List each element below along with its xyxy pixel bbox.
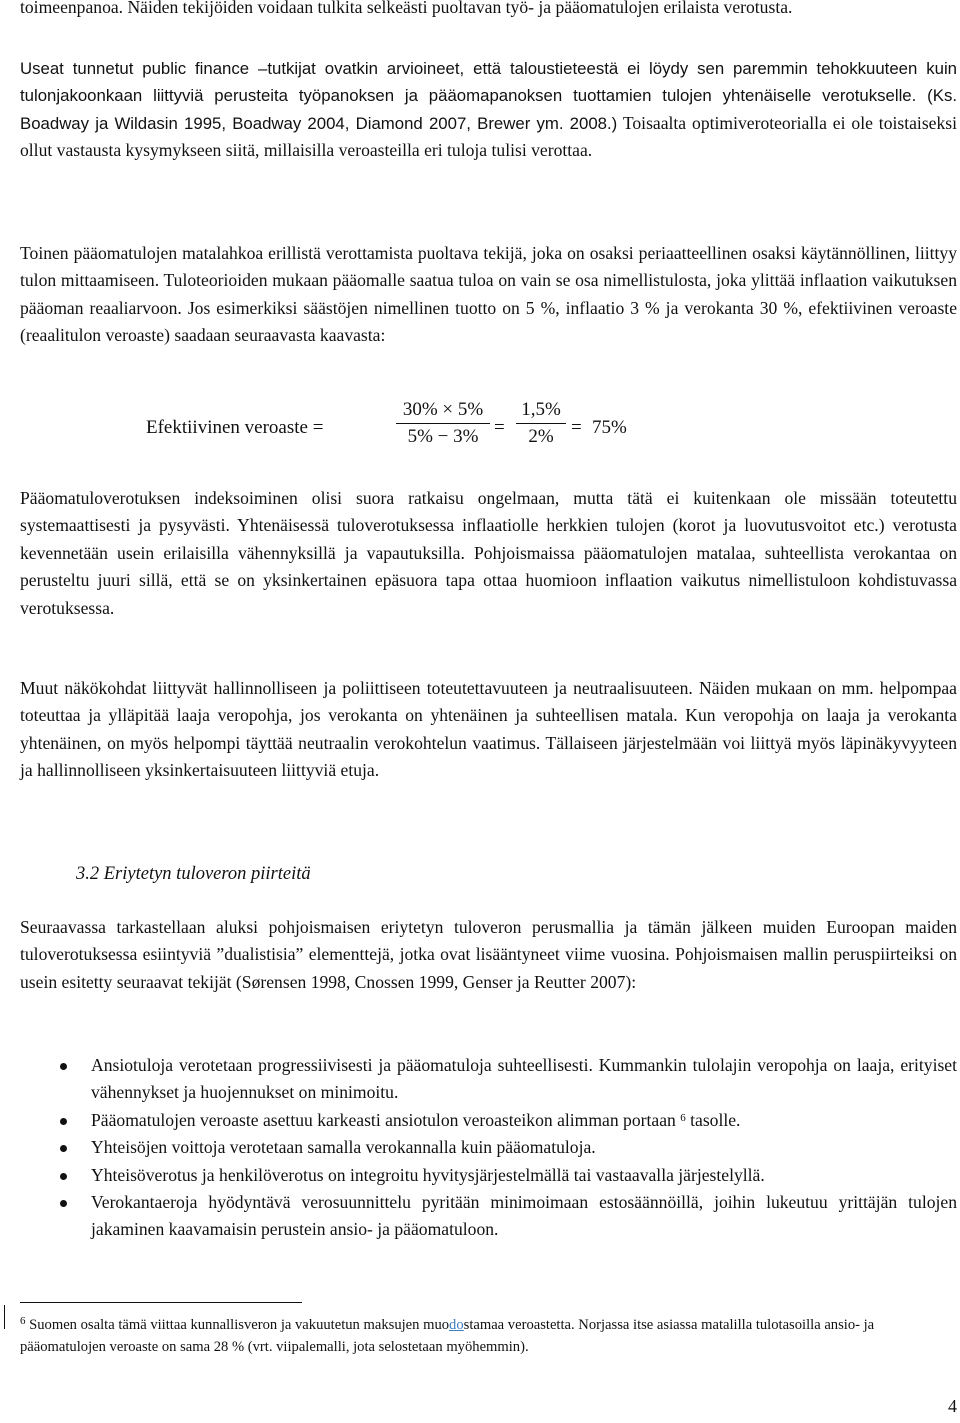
paragraph-other-aspects: Muut näkökohdat liittyvät hallinnolliseen ja poliittiseen toteutettavuuteen ja neutraalisuuteen. Näiden mukaan on mm. helpompaa toteuttaa ja ylläpitää laaja veropohja, jos verokanta on yhtenäinen ja suhteellisen matala. Kun veropohja on laaja ja verokanta yhtenäinen, on myös helpompi täyttää neutraalin verokohtelun vaatimus. Tällaiseen järjestelmään voi liittyä myös läpinäkyvyyteen ja hallinnolliseen yksinkertaisuuteen liittyviä etuja. [20,678,957,781]
list-item-text: Ansiotuloja verotetaan progressiivisesti ja pääomatuloja suhteellisesti. Kummankin tulolajin veropohja on laaja, erityiset vähennykset ja huojennukset on minimoitu. [91,1055,957,1103]
formula-fraction-1-bar [396,423,490,424]
footnote-number: 6 [20,1315,26,1328]
bullet-icon [60,1173,67,1180]
list-item [20,1107,957,1134]
paragraph-intro: toimeenpanoa. Näiden tekijöiden voidaan tulkita selkeästi puoltavan työ- ja pääomatulojen erilaista verotusta. [20,0,793,17]
footnote-text-b: stamaa veroastetta. Norjassa itse asiassa matalilla tulotasoilla ansio- ja pääomatulojen veroaste on sama 28 % (vrt. viipalemalli, jota selostetaan myöhemmin). [20,1317,875,1355]
list-item [20,1162,957,1189]
formula-lhs: Efektiivinen veroaste = [146,417,324,438]
formula-fraction-2-numerator: 1,5% [521,399,561,420]
formula-equals-1: = [494,417,505,438]
page-number: 4 [948,1396,957,1416]
formula-fraction-2-bar [516,423,566,424]
footnote-link[interactable]: do [449,1317,464,1333]
bullet-icon [60,1145,67,1152]
list-item-text-end: tasolle. [685,1109,741,1130]
formula-fraction-1 [396,399,490,448]
formula-equals-2: = [571,417,582,438]
paragraph-income-measurement-part-c: Jos esimerkiksi säästöjen nimellinen tuotto on 5 %, inflaatio 3 % ja verokanta 30 %, efektiivinen veroaste (reaalitulon veroaste) saadaan seuraavasta kaavasta: [20,297,958,346]
footnote-reference[interactable]: 6 [680,1111,686,1124]
paragraph-research-view [20,55,957,165]
list-item-text: Verokantaeroja hyödyntävä verosuunnittelu pyritään minimoimaan estosäännöillä, joihin lukeutuu yrittäjän tulojen jakaminen kaavamaisin perustein ansio- ja pääomatuloon. [91,1192,957,1240]
bullet-icon [60,1200,67,1207]
footnote-text-a: Suomen osalta tämä viittaa kunnallisveron ja vakuutetun maksujen muo [25,1317,450,1333]
paragraph-indexation: Pääomatuloverotuksen indeksoiminen olisi suora ratkaisu ongelmaan, mutta tätä ei kuitenkaan ole missään toteutettu systemaattisesti ja pysyvästi. Yhtenäisessä tuloverotuksessa inflaatiolle herkkien tulojen (korot ja luovutusvoitot etc.) verotusta kevennetään usein erilaisilla vähennyksillä ja vapautuksilla. Pohjoismaissa pääomatulojen matalaa, suhteellista verokantaa on perusteltu juuri sillä, että se on yksinkertainen epäsuora tapa ottaa huomioon inflaation vaikutus nimellistuloon kohdistuvassa verotuksessa. [20,488,957,618]
list-item [20,1052,957,1107]
footnote-separator [20,1302,302,1303]
formula-fraction-2 [516,399,566,448]
formula-result: 75% [592,417,627,438]
list-item [20,1189,957,1244]
bullet-icon [60,1118,67,1125]
paragraph-research-view-part-a: Useat tunnetut public finance –tutkijat ovatkin arvioineet, että taloustieteestä ei löydy sen paremmin tehokkuuteen kuin tulonjakoonkaan liittyviä perusteita työpanoksen ja pääomapanoksen tuottamien tulojen yhtenäiselle verotukselle. (Ks. Boadway ja Wildasin 1995, Boadway 2004, Diamond 2007, Brewer ym. 2008.) [20,59,957,133]
formula-fraction-1-denominator: 5% − 3% [407,426,479,447]
paragraph-nordic-model: Seuraavassa tarkastellaan aluksi pohjoismaisen eriytetyn tuloveron perusmallia ja tämän jälkeen muiden Euroopan maiden tuloverotuksessa esiintyviä ”dualistisia” elementtejä, jotka ovat lisääntyneet viime vuosina. Pohjoismaisen mallin peruspiirteiksi on usein esitetty seuraavat tekijät (Sørensen 1998, Cnossen 1999, Genser ja Reutter 2007): [20,917,957,992]
list-item-text: Pääomatulojen veroaste asettuu karkeasti ansiotulon veroasteikon alimman portaan [91,1109,676,1130]
list-item-text: Yhteisöjen voittoja verotetaan samalla verokannalla kuin pääomatuloja. [91,1137,596,1158]
list-item-text: Yhteisöverotus ja henkilöverotus on integroitu hyvitysjärjestelmällä tai vastaavalla järjestelyllä. [91,1164,765,1185]
footnote [20,1314,935,1358]
nordic-model-features-list [20,1052,957,1244]
paragraph-income-measurement [20,240,957,350]
list-item [20,1134,957,1161]
change-bar [4,1305,5,1329]
paragraph-income-measurement-part-b: Tuloteorioiden mukaan pääomalle saatua tuloa on vain se osa nimellistulosta, joka ylittää inflaation vaikutuksen pääoman reaaliarvoon. [20,270,958,318]
formula-fraction-1-numerator: 30% × 5% [402,399,484,420]
paragraph-research-view-part-b: Toisaalta optimiveroteorialla ei ole toistaiseksi ollut vastausta kysymykseen siitä, millaisilla veroasteilla eri tuloja tulisi verottaa. [20,112,958,161]
formula-fraction-2-denominator: 2% [528,426,554,447]
bullet-icon [60,1063,67,1070]
effective-tax-rate-formula [146,399,646,469]
section-heading: 3.2 Eriytetyn tuloveron piirteitä [76,864,311,884]
paragraph-income-measurement-part-a: Toinen pääomatulojen matalahkoa erillistä verottamista puoltava tekijä, joka on osaksi periaatteellinen osaksi käytännöllinen, liittyy tulon mittaamiseen. [20,243,957,291]
